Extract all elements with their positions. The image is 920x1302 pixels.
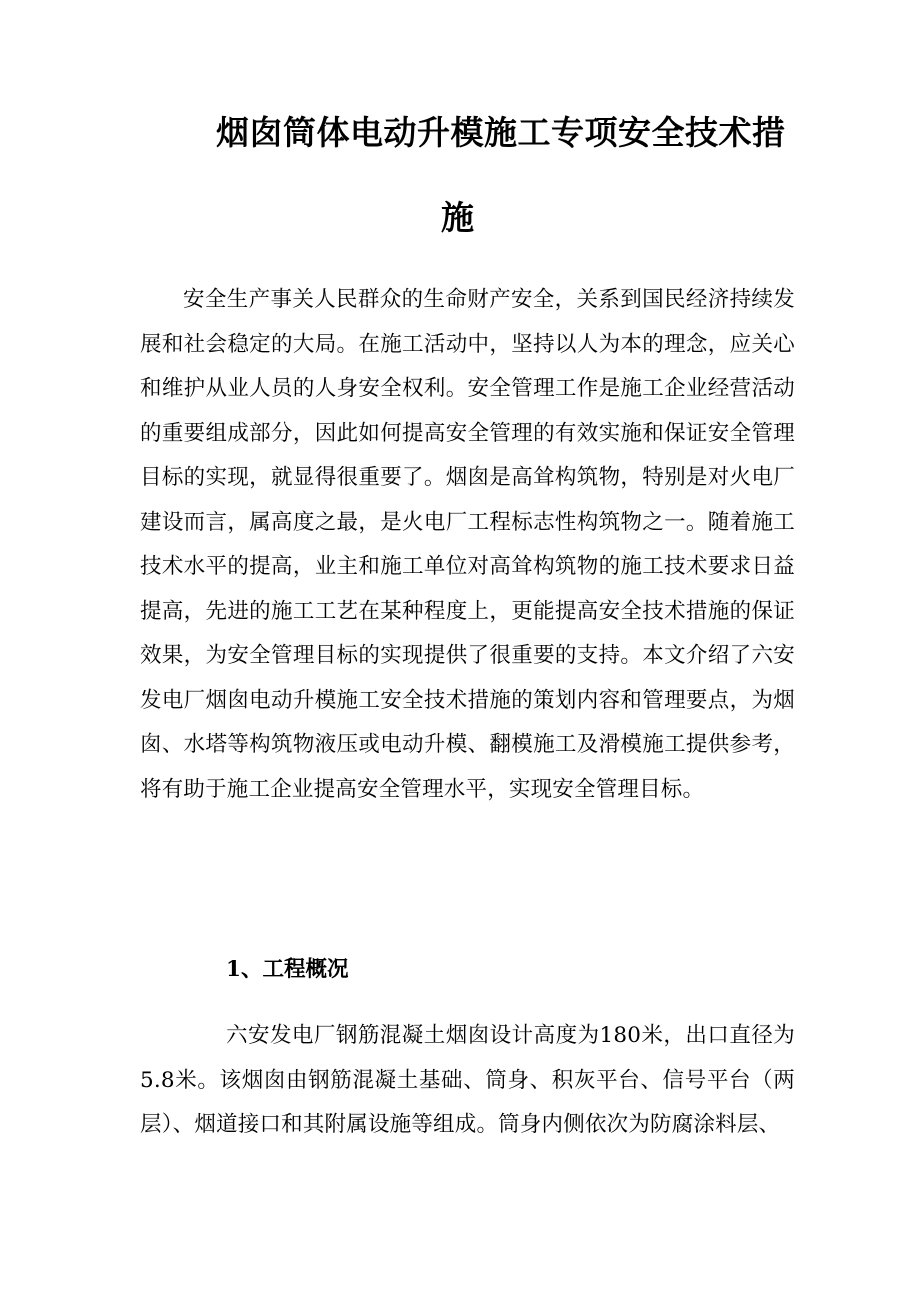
- document-title-line-1: 烟囱筒体电动升模施工专项安全技术措: [216, 113, 786, 152]
- document-title-line-2: 施: [441, 198, 475, 237]
- project-overview-paragraph: 六安发电厂钢筋混凝土烟囱设计高度为180米，出口直径为5.8米。该烟囱由钢筋混凝土基础、筒身、积灰平台、信号平台（两层）、烟道接口和其附属设施等组成。筒身内侧依次为防腐涂料层、: [140, 1023, 795, 1137]
- section-heading-project-overview: 1、工程概况: [226, 957, 349, 982]
- intro-paragraph: 安全生产事关人民群众的生命财产安全，关系到国民经济持续发展和社会稳定的大局。在施工活动中，坚持以人为本的理念，应关心和维护从业人员的人身安全权利。安全管理工作是施工企业经营活动的重要组成部分，因此如何提高安全管理的有效实施和保证安全管理目标的实现，就显得很重要了。烟囱是高耸构筑物，特别是对火电厂建设而言，属高度之最，是火电厂工程标志性构筑物之一。随着施工技术水平的提高，业主和施工单位对高耸构筑物的施工技术要求日益提高，先进的施工工艺在某种程度上，更能提高安全技术措施的保证效果，为安全管理目标的实现提供了很重要的支持。本文介绍了六安发电厂烟囱电动升模施工安全技术措施的策划内容和管理要点，为烟囱、水塔等构筑物液压或电动升模、翻模施工及滑模施工提供参考，将有助于施工企业提高安全管理水平，实现安全管理目标。: [140, 287, 795, 802]
